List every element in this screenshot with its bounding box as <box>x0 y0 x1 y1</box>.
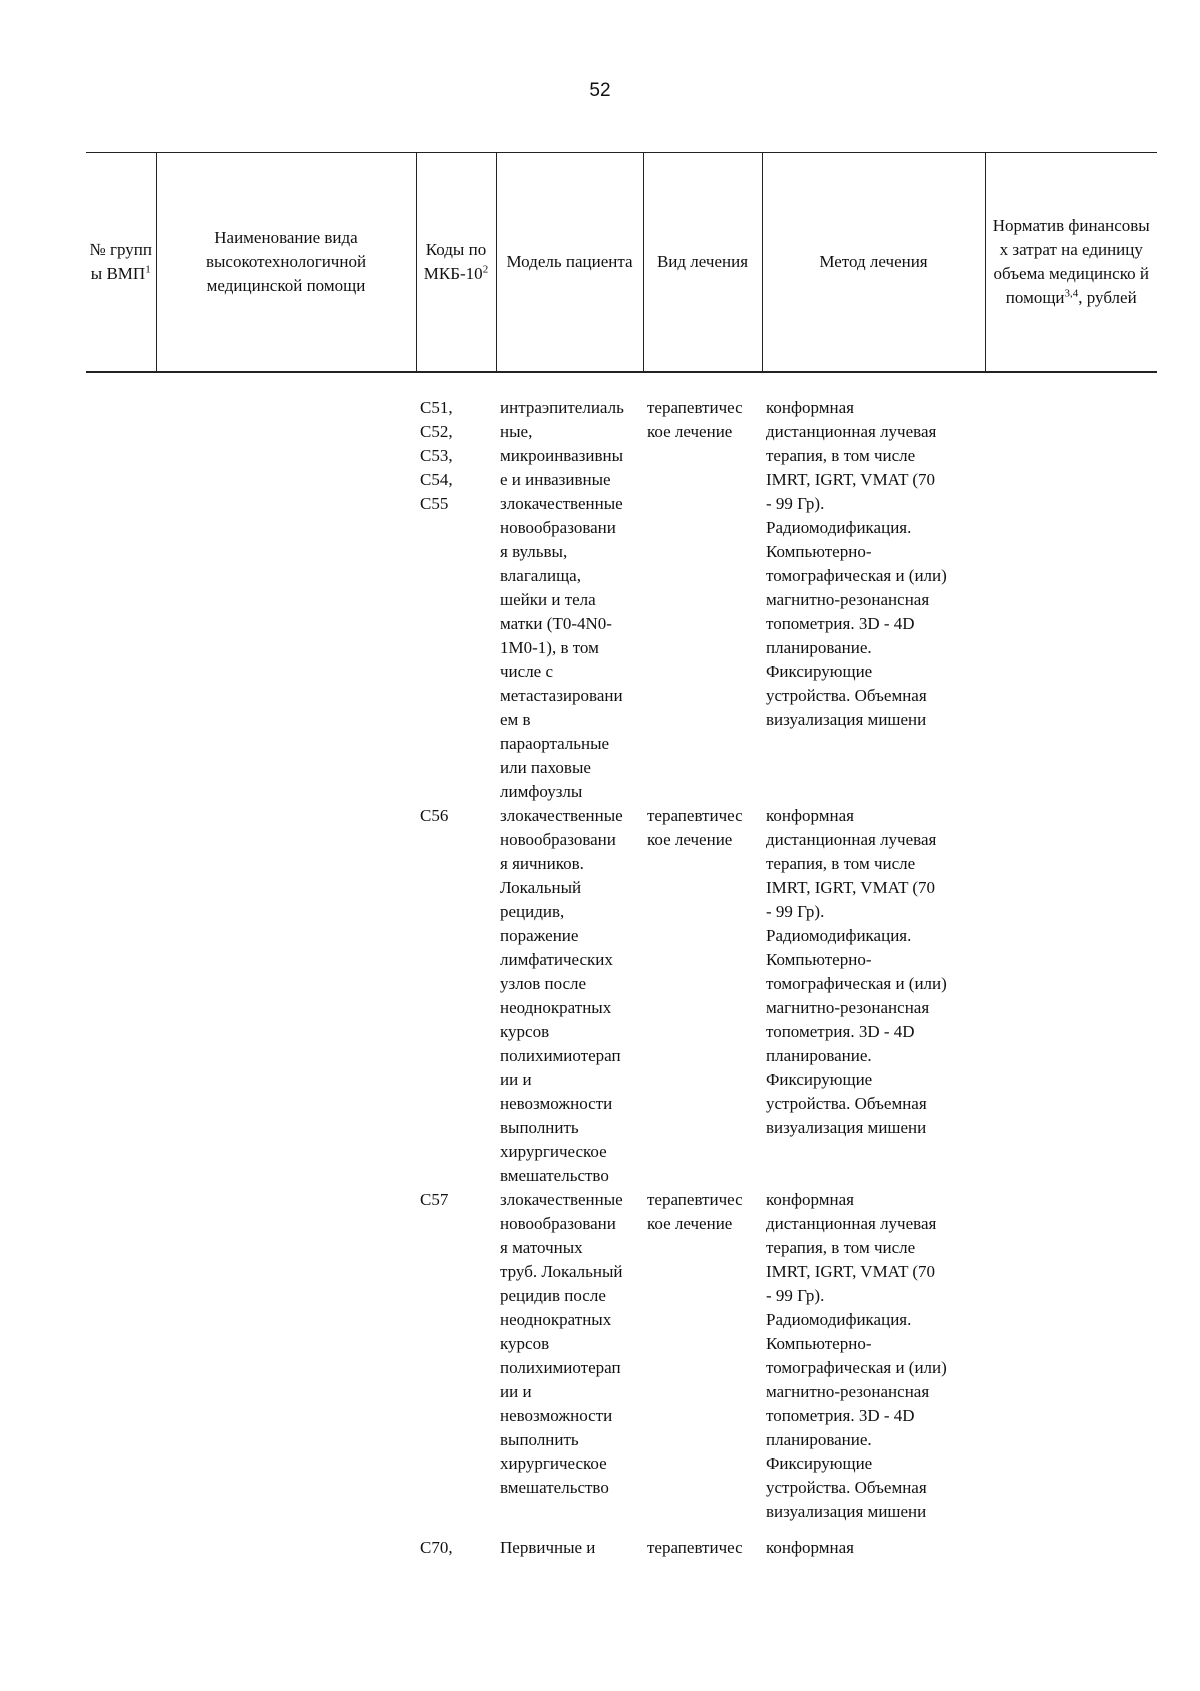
cell-codes: C51, C52, C53, C54, C55 <box>420 398 453 513</box>
header-patient-model: Модель пациента <box>496 153 643 373</box>
header-treatment-type: Вид лечения <box>643 153 762 373</box>
cell-group <box>86 1524 156 1560</box>
cell-name <box>156 1524 416 1560</box>
cell-method: конформная дистанционная лучевая терапия, в том числе IMRT, IGRT, VMAT (70 - 99 Гр). Радиомодификация. Компьютерно- томографическая и (или) магнитно-резонансная топометрия. 3D - 4D планирование. Фиксирующие устройства. Объемная визуализация мишени <box>766 398 947 729</box>
cell-model: злокачественные новообразовани я маточных труб. Локальный рецидив после неоднократных курсов полихимиотерап ии и невозможности выполнить хирургическое вмешательство <box>500 1190 623 1497</box>
cell-method: конформная дистанционная лучевая терапия, в том числе IMRT, IGRT, VMAT (70 - 99 Гр). Радиомодификация. Компьютерно- томографическая и (или) магнитно-резонансная топометрия. 3D - 4D планирование. Фиксирующие устройства. Объемная визуализация мишени <box>766 1190 947 1521</box>
cell-name <box>156 804 416 1188</box>
cell-norm <box>985 804 1157 1188</box>
cell-norm <box>985 1524 1157 1560</box>
cell-norm <box>985 396 1157 804</box>
cell-codes: C70, <box>420 1538 453 1557</box>
cell-treatment-type: терапевтичес кое лечение <box>647 1190 743 1233</box>
header-treatment-method: Метод лечения <box>762 153 985 373</box>
table-body <box>86 396 1157 1560</box>
cell-norm <box>985 1188 1157 1524</box>
page-number: 52 <box>589 80 611 101</box>
cell-codes: C56 <box>420 806 449 825</box>
cell-group <box>86 396 156 804</box>
cell-codes: C57 <box>420 1190 449 1209</box>
cell-group <box>86 1188 156 1524</box>
cell-model: злокачественные новообразовани я яичников. Локальный рецидив, поражение лимфатических узлов после неоднократных курсов полихимиотерап ии и невозможности выполнить хирургическое вмешательство <box>500 806 623 1185</box>
header-cost-norm: Норматив финансовы х затрат на единицу объема медицинско й помощи$^{3,4}$, рублей <box>985 153 1157 373</box>
cell-treatment-type: терапевтичес <box>647 1538 743 1557</box>
cell-treatment-type: терапевтичес кое лечение <box>647 398 743 441</box>
cell-model: интраэпителиаль ные, микроинвазивны е и инвазивные злокачественные новообразовани я вульвы, влагалища, шейки и тела матки (T0-4N0- 1M0-1), в том числе с метастазировани ем в параортальные или паховые лимфоузлы <box>500 398 624 801</box>
table-row <box>86 804 1157 1188</box>
table-row <box>86 1188 1157 1524</box>
header-care-type-name: Наименование вида высокотехнологичной медицинской помощи <box>156 153 416 373</box>
header-icd-codes: Коды по МКБ-$10^2$ <box>416 153 496 373</box>
cell-group <box>86 804 156 1188</box>
table-row <box>86 1524 1157 1560</box>
table-header <box>86 152 1157 373</box>
cell-model: Первичные и <box>500 1538 596 1557</box>
cell-method: конформная дистанционная лучевая терапия, в том числе IMRT, IGRT, VMAT (70 - 99 Гр). Радиомодификация. Компьютерно- томографическая и (или) магнитно-резонансная топометрия. 3D - 4D планирование. Фиксирующие устройства. Объемная визуализация мишени <box>766 806 947 1137</box>
header-group-number: № групп ы ВМП$^1$ <box>86 153 156 373</box>
table-row <box>86 396 1157 804</box>
cell-name <box>156 396 416 804</box>
cell-method: конформная <box>766 1538 854 1557</box>
cell-treatment-type: терапевтичес кое лечение <box>647 806 743 849</box>
cell-name <box>156 1188 416 1524</box>
